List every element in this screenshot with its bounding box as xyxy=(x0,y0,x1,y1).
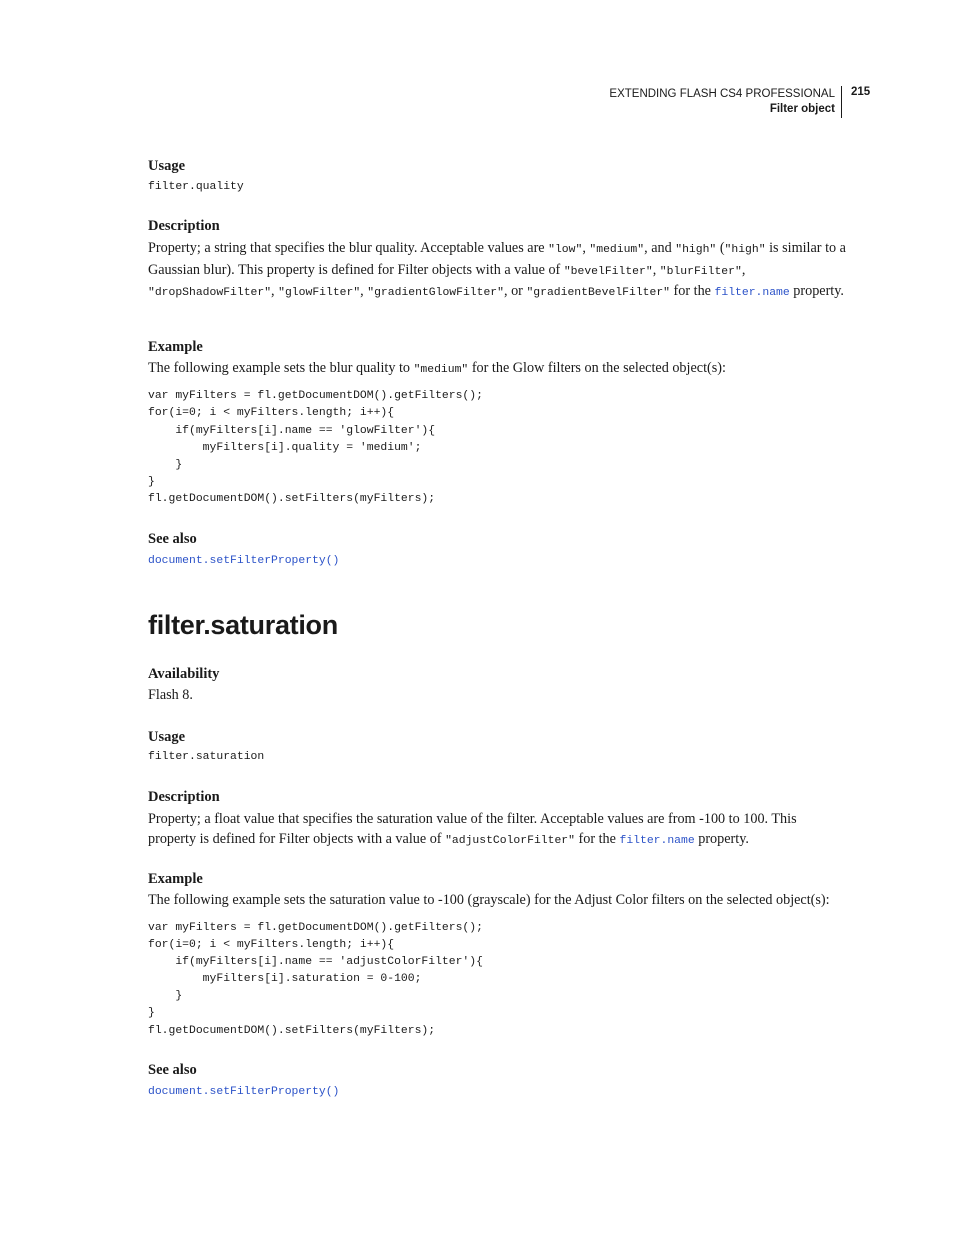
code-value: "high" xyxy=(724,244,766,256)
text-run: for the Glow filters on the selected object(s): xyxy=(468,360,726,376)
description-paragraph xyxy=(148,810,848,851)
text-run: , xyxy=(271,283,279,299)
text-run: The following example sets the blur quality to xyxy=(148,360,414,376)
code-line: } xyxy=(148,1007,155,1019)
usage-code: filter.saturation xyxy=(148,751,265,763)
code-line: var myFilters = fl.getDocumentDOM().getFilters(); xyxy=(148,922,483,934)
text-run: , or xyxy=(503,283,527,299)
text-run: Property; a string that specifies the blur quality. Acceptable values are xyxy=(148,240,549,256)
filter-name-link[interactable]: filter.name xyxy=(619,834,695,847)
availability-text: Flash 8. xyxy=(148,687,193,703)
code-line: if(myFilters[i].name == 'adjustColorFilter'){ xyxy=(148,956,483,968)
code-value: "bevelFilter" xyxy=(563,265,653,278)
code-value: "medium" xyxy=(413,364,469,376)
see-also-heading: See also xyxy=(148,531,197,547)
example-heading: Example xyxy=(148,871,203,887)
text-run: , and xyxy=(644,240,676,256)
code-value: "glowFilter" xyxy=(278,287,361,299)
code-value: "blurFilter" xyxy=(659,265,742,278)
code-value: "low" xyxy=(548,244,583,256)
code-line: var myFilters = fl.getDocumentDOM().getFilters(); xyxy=(148,390,483,402)
example-heading: Example xyxy=(148,339,203,355)
description-heading: Description xyxy=(148,789,220,805)
see-also-heading: See also xyxy=(148,1062,197,1078)
text-run: , xyxy=(741,261,746,278)
text-run: is similar to a Gaussian blur). This property is defined for Filter objects with a value of xyxy=(148,240,846,278)
description-paragraph xyxy=(148,239,848,304)
code-line: fl.getDocumentDOM().setFilters(myFilters); xyxy=(148,1025,436,1037)
code-line: for(i=0; i < myFilters.length; i++){ xyxy=(148,407,395,419)
code-value: "medium" xyxy=(589,244,645,256)
text-run: property. xyxy=(789,283,844,299)
code-line: } xyxy=(148,476,155,488)
book-title: EXTENDING FLASH CS4 PROFESSIONAL xyxy=(609,88,835,100)
code-line: if(myFilters[i].name == 'glowFilter'){ xyxy=(148,425,436,437)
page-number: 215 xyxy=(851,86,871,98)
text-run: , xyxy=(582,240,590,256)
description-heading: Description xyxy=(148,218,220,234)
code-line: } xyxy=(148,459,183,471)
usage-heading: Usage xyxy=(148,158,186,174)
text-run: ( xyxy=(716,240,725,256)
text-run: for the xyxy=(574,830,620,847)
code-value: "high" xyxy=(675,244,717,256)
text-run: , xyxy=(360,283,368,299)
code-value: "dropShadowFilter" xyxy=(148,287,272,299)
code-value: "adjustColorFilter" xyxy=(445,834,575,847)
code-line: fl.getDocumentDOM().setFilters(myFilters); xyxy=(148,493,436,505)
usage-code: filter.quality xyxy=(148,181,244,193)
code-value: "gradientBevelFilter" xyxy=(526,287,670,299)
text-run: Property; a float value that specifies the saturation value of the filter. Acceptable values are from -100 to 100. This property is defined for Filter objects with a value of xyxy=(148,811,797,847)
availability-heading: Availability xyxy=(148,666,220,682)
filter-name-link[interactable]: filter.name xyxy=(714,287,790,299)
code-line: for(i=0; i < myFilters.length; i++){ xyxy=(148,939,395,951)
code-line: myFilters[i].quality = 'medium'; xyxy=(148,442,422,454)
code-value: "gradientGlowFilter" xyxy=(367,287,504,299)
usage-heading: Usage xyxy=(148,729,186,745)
code-line: myFilters[i].saturation = 0-100; xyxy=(148,973,422,985)
text-run: property. xyxy=(694,830,749,847)
text-run: for the xyxy=(670,283,715,299)
code-line: } xyxy=(148,990,183,1002)
section-title: filter.saturation xyxy=(148,610,338,640)
section-name: Filter object xyxy=(769,103,835,115)
example-paragraph: The following example sets the saturation value to -100 (grayscale) for the Adjust Color filters on the selected object(s): xyxy=(148,892,830,908)
see-also-link[interactable]: document.setFilterProperty() xyxy=(148,1086,340,1098)
text-run: , xyxy=(652,261,660,278)
running-header xyxy=(609,86,842,118)
example-paragraph xyxy=(148,359,848,381)
see-also-link[interactable]: document.setFilterProperty() xyxy=(148,555,340,567)
